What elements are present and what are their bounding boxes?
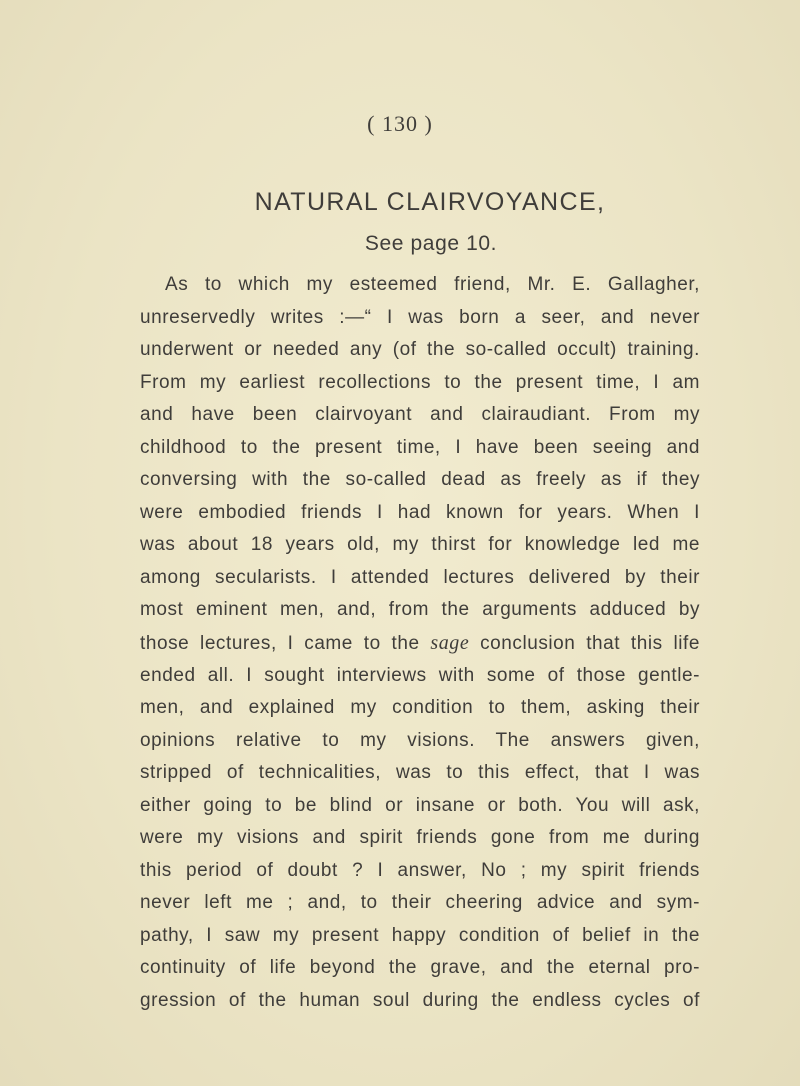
page-number: ( 130 ) <box>367 111 433 136</box>
text-line: As to which my esteemed friend, Mr. E. Gallagher, <box>165 274 700 295</box>
text-line: opinions relative to my visions. The answers given, <box>140 729 700 751</box>
text-line: men, and explained my condition to them, asking their <box>140 697 700 719</box>
text-line: ended all. I sought interviews with some of those gentle- <box>140 664 700 686</box>
section-heading: NATURAL CLAIRVOYANCE, <box>254 188 606 216</box>
text-line: those lectures, I came to the sage conclusion that this life <box>140 632 700 655</box>
body-text <box>140 269 700 1018</box>
text-line: was about 18 years old, my thirst for knowledge led me <box>140 534 700 556</box>
text-line: were embodied friends I had known for years. When I <box>140 501 700 523</box>
text-line: most eminent men, and, from the arguments adduced by <box>140 599 700 621</box>
text-line: stripped of technicalities, was to this effect, that I was <box>140 762 700 784</box>
text-line: unreservedly writes :—“ I was born a seer, and never <box>140 306 700 328</box>
section-reference: See page 10. <box>364 232 498 255</box>
text-line: continuity of life beyond the grave, and the eternal pro- <box>140 957 700 979</box>
text-line: and have been clairvoyant and clairaudiant. From my <box>140 404 700 426</box>
text-line: this period of doubt ? I answer, No ; my spirit friends <box>140 859 700 881</box>
text-line: gression of the human soul during the endless cycles of <box>140 990 700 1012</box>
italic-word: sage <box>430 632 470 655</box>
text-line: From my earliest recollections to the present time, I am <box>140 371 700 393</box>
text-line: childhood to the present time, I have been seeing and <box>140 436 700 458</box>
text-line: underwent or needed any (of the so-called occult) training. <box>140 339 700 361</box>
text-line: never left me ; and, to their cheering advice and sym- <box>140 892 700 914</box>
text-line: among secularists. I attended lectures delivered by their <box>140 566 700 588</box>
text-line: either going to be blind or insane or both. You will ask, <box>140 794 700 816</box>
text-line: pathy, I saw my present happy condition of belief in the <box>140 924 700 946</box>
text-line: conversing with the so-called dead as freely as if they <box>140 469 700 491</box>
text-line: were my visions and spirit friends gone from me during <box>140 827 700 849</box>
